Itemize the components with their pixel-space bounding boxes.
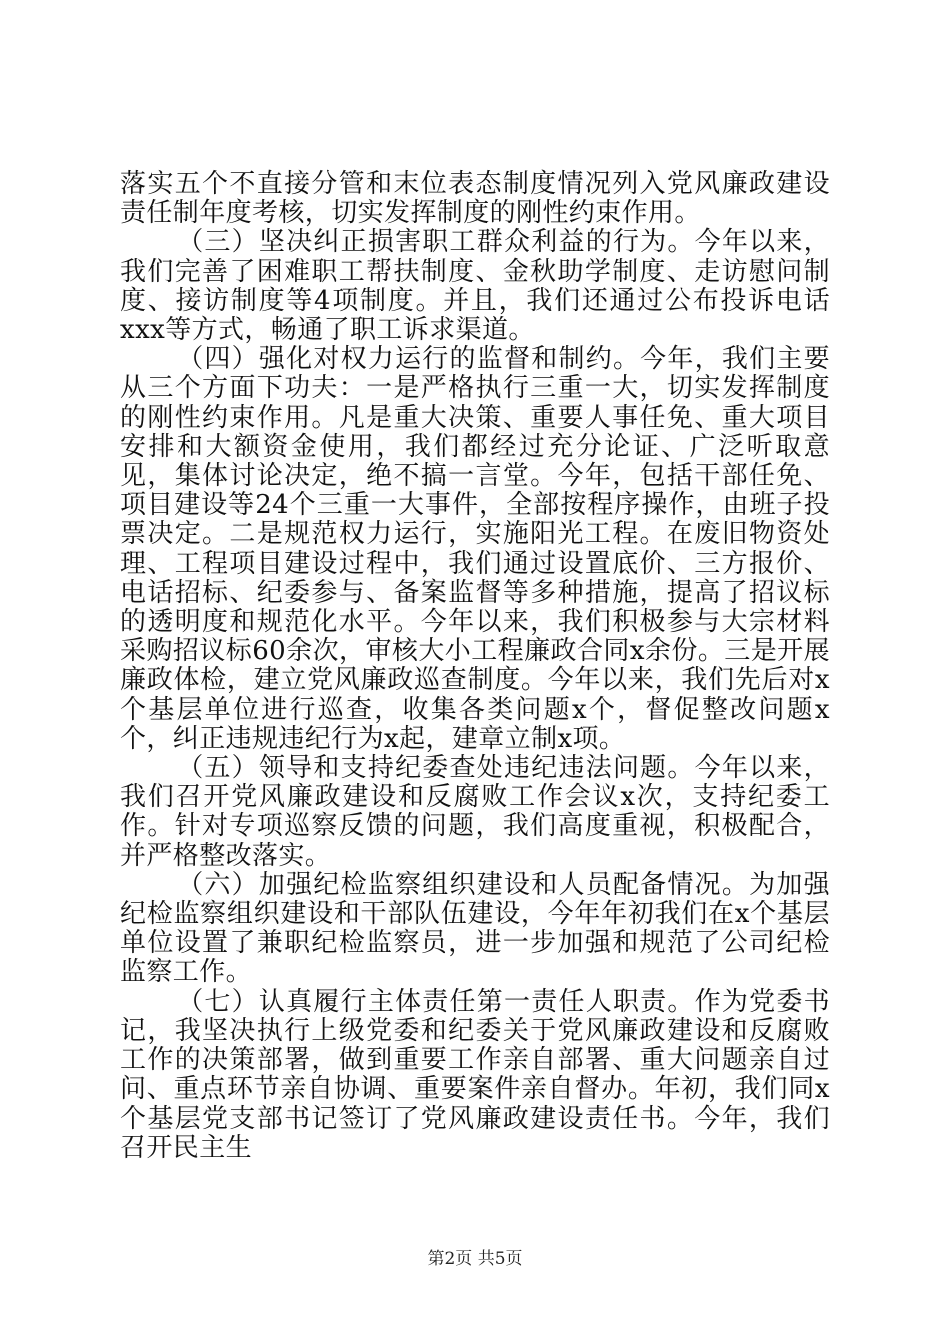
document-body — [120, 170, 830, 1163]
paragraph-section-6: （六）加强纪检监察组织建设和人员配备情况。为加强纪检监察组织建设和干部队伍建设，今年年初我们在x个基层单位设置了兼职纪检监察员，进一步加强和规范了公司纪检监察工作。 — [120, 869, 830, 988]
paragraph-section-3: （三）坚决纠正损害职工群众利益的行为。今年以来，我们完善了困难职工帮扶制度、金秋助学制度、走访慰问制度、接访制度等4项制度。并且，我们还通过公布投诉电话xxx等方式，畅通了职工诉求渠道。 — [120, 227, 830, 346]
paragraph-section-4: （四）强化对权力运行的监督和制约。今年，我们主要从三个方面下功夫：一是严格执行三重一大，切实发挥制度的刚性约束作用。凡是重大决策、重要人事任免、重大项目安排和大额资金使用，我们都经过充分论证、广泛听取意见，集体讨论决定，绝不搞一言堂。今年，包括干部任免、项目建设等24个三重一大事件，全部按程序操作，由班子投票决定。二是规范权力运行，实施阳光工程。在废旧物资处理、工程项目建设过程中，我们通过设置底价、三方报价、电话招标、纪委参与、备案监督等多种措施，提高了招议标的透明度和规范化水平。今年以来，我们积极参与大宗材料采购招议标60余次，审核大小工程廉政合同x余份。三是开展廉政体检，建立党风廉政巡查制度。今年以来，我们先后对x个基层单位进行巡查，收集各类问题x个，督促整改问题x个，纠正违规违纪行为x起，建章立制x项。 — [120, 344, 830, 754]
page-number-footer: 第2页 共5页 — [427, 1249, 523, 1269]
paragraph-section-5: （五）领导和支持纪委查处违纪违法问题。今年以来，我们召开党风廉政建设和反腐败工作会议x次，支持纪委工作。针对专项巡察反馈的问题，我们高度重视，积极配合，并严格整改落实。 — [120, 753, 830, 871]
paragraph-section-7: （七）认真履行主体责任第一责任人职责。作为党委书记，我坚决执行上级党委和纪委关于党风廉政建设和反腐败工作的决策部署，做到重要工作亲自部署、重大问题亲自过问、重点环节亲自协调、重要案件亲自督办。年初，我们同x个基层党支部书记签订了党风廉政建设责任书。今年，我们召开民主生 — [120, 986, 830, 1163]
paragraph-continuation: 落实五个不直接分管和末位表态制度情况列入党风廉政建设责任制年度考核，切实发挥制度的刚性约束作用。 — [120, 169, 830, 229]
